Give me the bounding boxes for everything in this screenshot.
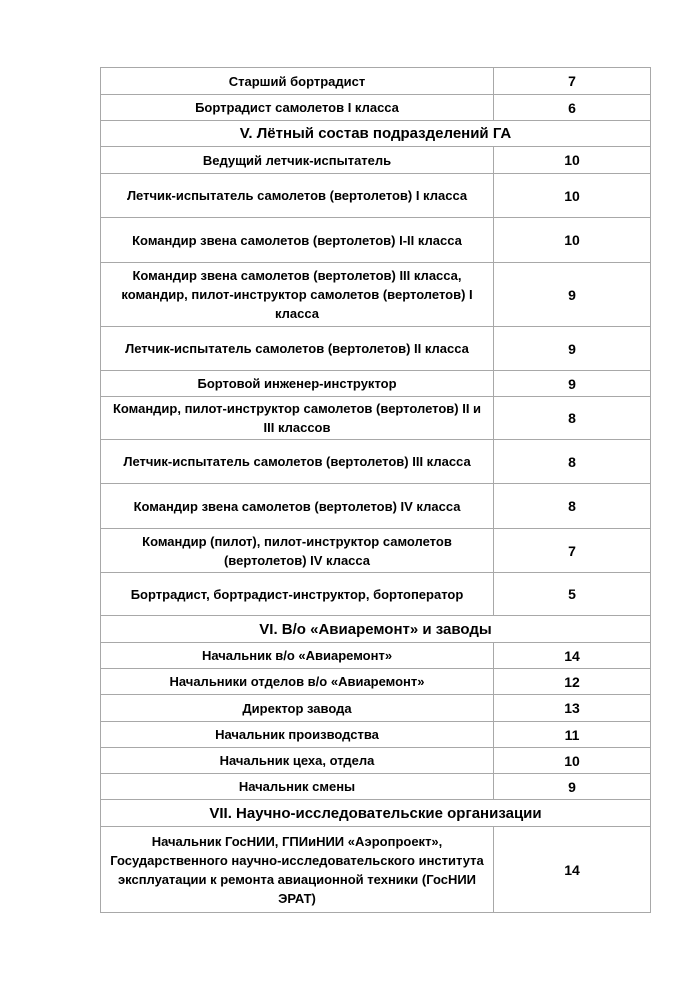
table-row (101, 397, 651, 440)
value-cell: 7 (494, 529, 651, 573)
value-cell: 12 (494, 669, 651, 695)
table-row (101, 484, 651, 529)
section-heading: VII. Научно-исследовательские организации (101, 800, 651, 827)
value-cell: 8 (494, 484, 651, 529)
table-row (101, 722, 651, 748)
position-cell: Начальник ГосНИИ, ГПИиНИИ «Аэропроект», Государственного научно-исследовательского института эксплуатации к ремонта авиационной техники (ГосНИИ ЭРАТ) (101, 827, 494, 913)
value-cell: 9 (494, 327, 651, 371)
table-row (101, 643, 651, 669)
position-cell: Командир, пилот-инструктор самолетов (вертолетов) II и III классов (101, 397, 494, 440)
position-cell: Летчик-испытатель самолетов (вертолетов) I класса (101, 174, 494, 218)
value-cell: 5 (494, 573, 651, 616)
value-cell: 13 (494, 695, 651, 722)
section-heading-row (101, 616, 651, 643)
value-cell: 8 (494, 397, 651, 440)
position-cell: Начальник смены (101, 774, 494, 800)
position-cell: Командир звена самолетов (вертолетов) III класса, командир, пилот-инструктор самолетов (вертолетов) I класса (101, 263, 494, 327)
position-cell: Начальник производства (101, 722, 494, 748)
table-row (101, 371, 651, 397)
position-cell: Бортрадист, бортрадист-инструктор, бортоператор (101, 573, 494, 616)
position-cell: Директор завода (101, 695, 494, 722)
position-cell: Командир звена самолетов (вертолетов) IV класса (101, 484, 494, 529)
value-cell: 10 (494, 218, 651, 263)
value-cell: 10 (494, 147, 651, 174)
position-cell: Бортрадист самолетов I класса (101, 95, 494, 121)
value-cell: 8 (494, 440, 651, 484)
position-cell: Начальник цеха, отдела (101, 748, 494, 774)
table-row (101, 68, 651, 95)
section-heading: VI. В/о «Авиаремонт» и заводы (101, 616, 651, 643)
grades-table (100, 67, 651, 913)
table-row (101, 263, 651, 327)
table-row (101, 774, 651, 800)
value-cell: 9 (494, 371, 651, 397)
position-cell: Начальники отделов в/о «Авиаремонт» (101, 669, 494, 695)
position-cell: Ведущий летчик-испытатель (101, 147, 494, 174)
position-cell: Летчик-испытатель самолетов (вертолетов) II класса (101, 327, 494, 371)
value-cell: 10 (494, 748, 651, 774)
value-cell: 11 (494, 722, 651, 748)
table-row (101, 218, 651, 263)
table-row (101, 748, 651, 774)
table-row (101, 669, 651, 695)
table-row (101, 174, 651, 218)
value-cell: 6 (494, 95, 651, 121)
value-cell: 14 (494, 827, 651, 913)
value-cell: 9 (494, 263, 651, 327)
table-row (101, 695, 651, 722)
position-cell: Начальник в/о «Авиаремонт» (101, 643, 494, 669)
section-heading-row (101, 121, 651, 147)
table-row (101, 440, 651, 484)
table-row (101, 529, 651, 573)
section-heading: V. Лётный состав подразделений ГА (101, 121, 651, 147)
position-cell: Командир звена самолетов (вертолетов) I-II класса (101, 218, 494, 263)
value-cell: 9 (494, 774, 651, 800)
table-row (101, 827, 651, 913)
value-cell: 7 (494, 68, 651, 95)
position-cell: Старший бортрадист (101, 68, 494, 95)
position-cell: Летчик-испытатель самолетов (вертолетов) III класса (101, 440, 494, 484)
table-row (101, 95, 651, 121)
position-cell: Командир (пилот), пилот-инструктор самолетов (вертолетов) IV класса (101, 529, 494, 573)
table-row (101, 327, 651, 371)
table-row (101, 573, 651, 616)
section-heading-row (101, 800, 651, 827)
value-cell: 10 (494, 174, 651, 218)
table-row (101, 147, 651, 174)
position-cell: Бортовой инженер-инструктор (101, 371, 494, 397)
value-cell: 14 (494, 643, 651, 669)
